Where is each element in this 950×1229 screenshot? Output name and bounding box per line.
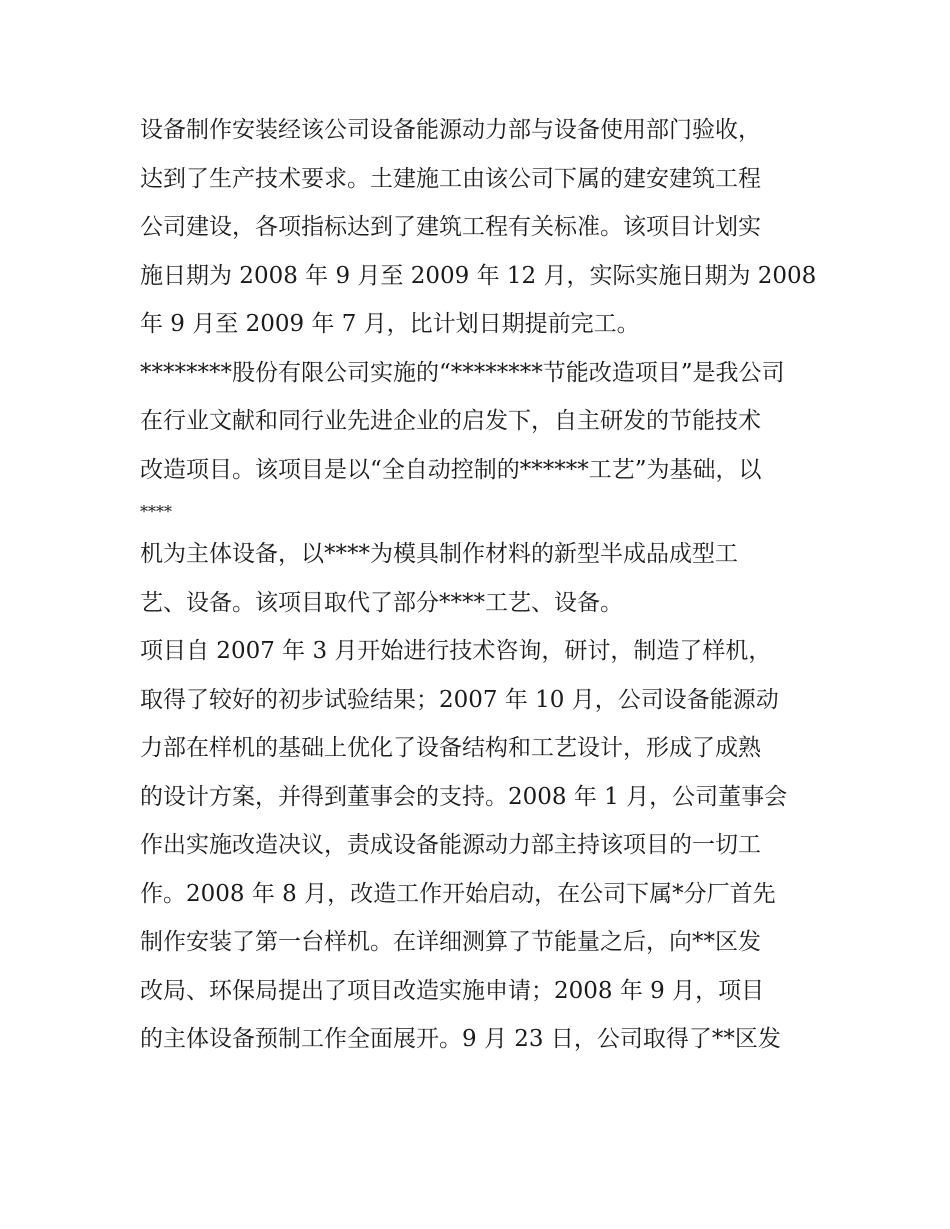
text-line: 改局、环保局提出了项目改造实施申请；2008 年 9 月，项目 [140, 977, 765, 1004]
text-line: 作出实施改造决议，责成设备能源动力部主持该项目的一切工 [140, 832, 761, 858]
text-line: 力部在样机的基础上优化了设备结构和工艺设计，形成了成熟 [140, 735, 761, 761]
text-line: 达到了生产技术要求。土建施工由该公司下属的建安建筑工程 [140, 165, 761, 192]
text-line: **** [140, 502, 172, 521]
text-line: 设备制作安装经该公司设备能源动力部与设备使用部门验收， [140, 117, 761, 143]
text-line: 机为主体设备，以****为模具制作材料的新型半成品成型工 [140, 541, 738, 567]
text-line: 艺、设备。该项目取代了部分****工艺、设备。 [140, 589, 623, 616]
body-text [140, 106, 820, 1064]
text-line: 制作安装了第一台样机。在详细测算了节能量之后，向**区发 [140, 929, 761, 955]
text-line: 改造项目。该项目是以“全自动控制的******工艺”为基础，以 [140, 456, 762, 483]
text-line: 的主体设备预制工作全面展开。9 月 23 日，公司取得了**区发 [140, 1026, 781, 1052]
text-line: 年 9 月至 2009 年 7 月，比计划日期提前完工。 [140, 311, 640, 337]
text-line: ********股份有限公司实施的“********节能改造项目”是我公司 [140, 359, 785, 386]
text-line: 作。2008 年 8 月，改造工作开始启动，在公司下属*分厂首先 [140, 880, 776, 907]
text-line: 在行业文献和同行业先进企业的启发下，自主研发的节能技术 [140, 408, 761, 434]
text-line: 公司建设，各项指标达到了建筑工程有关标准。该项目计划实 [140, 214, 761, 240]
text-line: 取得了较好的初步试验结果；2007 年 10 月，公司设备能源动 [140, 686, 779, 713]
text-line: 项目自 2007 年 3 月开始进行技术咨询，研讨，制造了样机， [140, 638, 772, 664]
text-line: 施日期为 2008 年 9 月至 2009 年 12 月，实际实施日期为 2008 [140, 262, 817, 289]
text-line: 的设计方案，并得到董事会的支持。2008 年 1 月，公司董事会 [140, 783, 788, 810]
